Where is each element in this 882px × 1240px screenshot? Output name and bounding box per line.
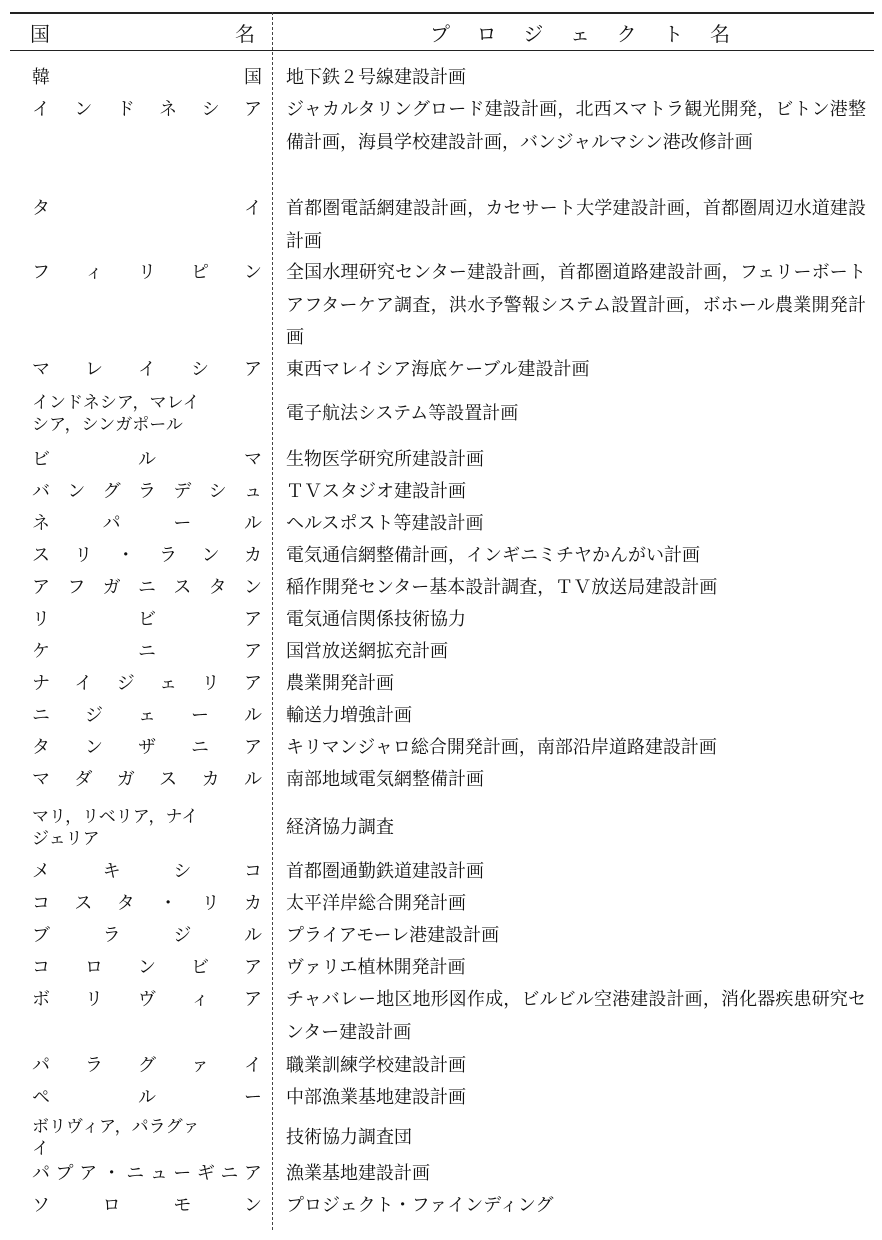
header-char: ク bbox=[616, 21, 637, 46]
country-cell bbox=[32, 476, 262, 508]
project-cell: 東西マレイシア海底ケーブル建設計画 bbox=[286, 359, 590, 380]
country-char: ナ bbox=[32, 673, 50, 694]
country-char: ル bbox=[244, 705, 262, 726]
country-char: ・ bbox=[116, 545, 135, 566]
country-char: ル bbox=[138, 449, 156, 470]
country-char: ン bbox=[243, 577, 262, 598]
header-char: ジ bbox=[523, 21, 544, 46]
project-cell: 地下鉄２号線建設計画 bbox=[286, 67, 466, 88]
project-cell: ヘルスポスト等建設計画 bbox=[286, 513, 484, 534]
country-char: グ bbox=[138, 1055, 156, 1076]
country-cell bbox=[32, 1050, 262, 1082]
project-cell: 漁業基地建設計画 bbox=[286, 1163, 430, 1184]
country-char: ア bbox=[79, 1163, 98, 1184]
project-cell: 輸送力増強計画 bbox=[286, 705, 412, 726]
country-char: ル bbox=[243, 769, 262, 790]
country-char: ブ bbox=[32, 925, 50, 946]
country-char: ニ bbox=[220, 1163, 239, 1184]
country-cell bbox=[32, 764, 262, 796]
country-char: ア bbox=[244, 641, 262, 662]
country-cell bbox=[32, 604, 262, 636]
country-cell bbox=[32, 1082, 262, 1114]
country-char: イ bbox=[138, 359, 156, 380]
country-char: 国 bbox=[244, 67, 262, 88]
country-char: シ bbox=[201, 99, 220, 120]
project-cell: 南部地域電気網整備計画 bbox=[286, 769, 484, 790]
project-cell: 太平洋岸総合開発計画 bbox=[286, 893, 466, 914]
country-char: プ bbox=[55, 1163, 74, 1184]
country-char: タ bbox=[32, 737, 50, 758]
country-cell bbox=[32, 984, 262, 1016]
country-char: ン bbox=[201, 545, 220, 566]
country-line: ボリヴィア，パラグァ bbox=[32, 1117, 200, 1137]
country-char: ア bbox=[244, 989, 262, 1010]
country-char: ル bbox=[243, 513, 262, 534]
country-char: リ bbox=[138, 262, 156, 283]
country-line: シア，シンガポール bbox=[32, 415, 183, 435]
country-char: ェ bbox=[159, 673, 178, 694]
project-cell: 首都圏通勤鉄道建設計画 bbox=[286, 861, 484, 882]
country-cell bbox=[32, 62, 262, 94]
header-char: 名 bbox=[235, 21, 255, 46]
country-char: マ bbox=[32, 769, 50, 790]
project-cell: 中部漁業基地建設計画 bbox=[286, 1087, 466, 1108]
country-char: リ bbox=[201, 673, 220, 694]
country-cell bbox=[32, 888, 262, 920]
country-char: ュ bbox=[149, 1163, 168, 1184]
project-cell: 技術協力調査団 bbox=[286, 1127, 412, 1148]
country-char: タ bbox=[116, 893, 135, 914]
country-char: ア bbox=[243, 99, 262, 120]
country-char: ケ bbox=[32, 641, 50, 662]
country-char: ィ bbox=[85, 262, 103, 283]
country-char: コ bbox=[243, 861, 262, 882]
country-char: イ bbox=[32, 99, 50, 120]
header-char: ト bbox=[663, 21, 684, 46]
country-char: リ bbox=[85, 989, 103, 1010]
country-char: ス bbox=[173, 577, 192, 598]
country-char: ン bbox=[138, 957, 156, 978]
country-char: ソ bbox=[32, 1195, 50, 1216]
country-char: ダ bbox=[74, 769, 93, 790]
country-char: ペ bbox=[32, 1087, 50, 1108]
country-char: ニ bbox=[126, 1163, 145, 1184]
project-cell: 首都圏電話網建設計画，カセサート大学建設計画，首都圏周辺水道建設計画 bbox=[286, 198, 866, 252]
country-char: メ bbox=[32, 861, 50, 882]
country-char: ガ bbox=[102, 577, 121, 598]
country-char: ア bbox=[244, 359, 262, 380]
header-rule bbox=[10, 50, 874, 51]
project-cell: プロジェクト・ファインディング bbox=[286, 1195, 554, 1216]
country-char: ー bbox=[173, 1163, 192, 1184]
country-char: ・ bbox=[159, 893, 178, 914]
country-cell bbox=[32, 700, 262, 732]
country-char: シ bbox=[173, 861, 192, 882]
project-cell: キリマンジャロ総合開発計画，南部沿岸道路建設計画 bbox=[286, 737, 717, 758]
project-cell: 電気通信網整備計画，インギニミチヤかんがい計画 bbox=[286, 545, 700, 566]
project-cell: プライアモーレ港建設計画 bbox=[286, 925, 500, 946]
country-char: ア bbox=[243, 1163, 262, 1184]
country-char: キ bbox=[102, 861, 121, 882]
country-char: タ bbox=[208, 577, 227, 598]
country-char: 韓 bbox=[32, 67, 50, 88]
country-char: パ bbox=[32, 1055, 50, 1076]
country-char: デ bbox=[173, 481, 192, 502]
country-char: カ bbox=[243, 893, 262, 914]
country-char: シ bbox=[191, 359, 209, 380]
country-char: ー bbox=[244, 1087, 262, 1108]
project-cell: 電子航法システム等設置計画 bbox=[286, 403, 519, 424]
country-char: ニ bbox=[138, 641, 156, 662]
country-char: コ bbox=[32, 893, 50, 914]
country-cell bbox=[32, 1116, 262, 1160]
header-char: ェ bbox=[569, 21, 590, 46]
country-cell bbox=[32, 636, 262, 668]
project-cell: 経済協力調査 bbox=[286, 817, 394, 838]
header-char: ロ bbox=[476, 21, 497, 46]
country-char: ザ bbox=[138, 737, 156, 758]
country-char: ヴ bbox=[138, 989, 156, 1010]
country-cell bbox=[32, 856, 262, 888]
project-cell: ジャカルタリングロード建設計画，北西スマトラ観光開発，ビトン港整備計画，海員学校建設計画，バンジャルマシン港改修計画 bbox=[286, 99, 866, 153]
country-cell bbox=[32, 444, 262, 476]
header-char: 名 bbox=[709, 21, 730, 46]
country-char: ビ bbox=[191, 957, 209, 978]
country-char: シ bbox=[208, 481, 227, 502]
project-cell: 国営放送網拡充計画 bbox=[286, 641, 448, 662]
project-cell: 全国水理研究センター建設計画，首都圏道路建設計画，フェリーボートアフターケア調査，洪水予警報システム設置計画，ボホール農業開発計画 bbox=[286, 262, 866, 349]
country-char: リ bbox=[32, 609, 50, 630]
country-char: ジ bbox=[116, 673, 135, 694]
country-char: カ bbox=[201, 769, 220, 790]
country-char: ラ bbox=[137, 481, 156, 502]
country-char: レ bbox=[85, 359, 103, 380]
country-char: ン bbox=[244, 262, 262, 283]
project-cell: チャバレー地区地形図作成，ビルビル空港建設計画，消化器疾患研究センター建設計画 bbox=[286, 989, 866, 1043]
country-cell bbox=[32, 193, 262, 225]
country-char: ネ bbox=[32, 513, 50, 534]
country-char: ス bbox=[74, 893, 93, 914]
project-cell: 農業開発計画 bbox=[286, 673, 394, 694]
country-char: ジ bbox=[85, 705, 103, 726]
country-char: ル bbox=[243, 925, 262, 946]
country-char: カ bbox=[243, 545, 262, 566]
country-line: マリ，リベリア，ナイ bbox=[32, 807, 199, 827]
project-cell: 電気通信関係技術協力 bbox=[286, 609, 466, 630]
header-char: 国 bbox=[30, 21, 50, 46]
country-cell bbox=[32, 572, 262, 604]
country-char: イ bbox=[74, 673, 93, 694]
header-char: プ bbox=[430, 21, 450, 46]
country-char: ビ bbox=[32, 449, 50, 470]
country-char: リ bbox=[201, 893, 220, 914]
country-cell bbox=[32, 1158, 262, 1190]
country-char: グ bbox=[102, 481, 121, 502]
country-char: モ bbox=[173, 1195, 192, 1216]
project-cell: 生物医学研究所建設計画 bbox=[286, 449, 484, 470]
country-cell bbox=[32, 732, 262, 764]
country-char: ネ bbox=[159, 99, 178, 120]
country-char: バ bbox=[32, 481, 50, 502]
country-char: イ bbox=[244, 198, 262, 219]
country-char: ロ bbox=[102, 1195, 121, 1216]
country-line: イ bbox=[32, 1139, 49, 1159]
country-char: ラ bbox=[102, 925, 121, 946]
country-char: コ bbox=[32, 957, 50, 978]
country-char: ・ bbox=[102, 1163, 121, 1184]
country-char: イ bbox=[244, 1055, 262, 1076]
country-char: ラ bbox=[159, 545, 178, 566]
country-char: ア bbox=[243, 673, 262, 694]
country-char: ラ bbox=[85, 1055, 103, 1076]
country-char: ン bbox=[67, 481, 86, 502]
country-cell bbox=[32, 508, 262, 540]
country-cell bbox=[32, 952, 262, 984]
country-char: ュ bbox=[243, 481, 262, 502]
country-char: ボ bbox=[32, 989, 50, 1010]
country-char: タ bbox=[32, 198, 50, 219]
country-char: ド bbox=[116, 99, 135, 120]
country-char: ビ bbox=[138, 609, 156, 630]
country-char: リ bbox=[74, 545, 93, 566]
country-cell bbox=[32, 94, 262, 126]
country-char: ア bbox=[244, 957, 262, 978]
country-char: ア bbox=[32, 577, 50, 598]
country-cell bbox=[32, 1190, 262, 1222]
country-char: ギ bbox=[196, 1163, 215, 1184]
country-char: ジ bbox=[173, 925, 192, 946]
country-char: ア bbox=[244, 737, 262, 758]
country-char: ン bbox=[85, 737, 103, 758]
country-char: ス bbox=[32, 545, 50, 566]
country-char: フ bbox=[67, 577, 86, 598]
country-column-header bbox=[30, 14, 255, 50]
country-char: ィ bbox=[191, 989, 209, 1010]
country-char: ニ bbox=[137, 577, 156, 598]
country-char: ー bbox=[191, 705, 209, 726]
country-cell bbox=[32, 257, 262, 289]
project-cell: 職業訓練学校建設計画 bbox=[286, 1055, 466, 1076]
country-cell bbox=[32, 392, 262, 436]
country-char: ー bbox=[173, 513, 192, 534]
country-char: フ bbox=[32, 262, 50, 283]
country-line: インドネシア，マレイ bbox=[32, 393, 200, 413]
country-cell bbox=[32, 540, 262, 572]
country-cell bbox=[32, 354, 262, 386]
project-column-header bbox=[430, 14, 730, 50]
country-cell bbox=[32, 668, 262, 700]
country-char: ロ bbox=[85, 957, 103, 978]
country-char: ン bbox=[74, 99, 93, 120]
country-cell bbox=[32, 806, 262, 850]
country-char: ニ bbox=[191, 737, 209, 758]
country-char: パ bbox=[32, 1163, 50, 1184]
country-char: ス bbox=[159, 769, 178, 790]
country-char: パ bbox=[102, 513, 121, 534]
country-char: マ bbox=[32, 359, 50, 380]
country-char: ァ bbox=[191, 1055, 209, 1076]
country-char: ピ bbox=[191, 262, 209, 283]
country-char: ニ bbox=[32, 705, 50, 726]
country-cell bbox=[32, 920, 262, 952]
project-cell: ヴァリエ植林開発計画 bbox=[286, 957, 466, 978]
project-cell: ＴＶスタジオ建設計画 bbox=[286, 481, 466, 502]
country-char: ア bbox=[244, 609, 262, 630]
country-char: マ bbox=[244, 449, 262, 470]
country-char: ル bbox=[138, 1087, 156, 1108]
column-divider bbox=[272, 12, 273, 1230]
country-char: ガ bbox=[116, 769, 135, 790]
country-char: ェ bbox=[138, 705, 156, 726]
country-char: ン bbox=[243, 1195, 262, 1216]
project-cell: 稲作開発センター基本設計調査，ＴＶ放送局建設計画 bbox=[286, 577, 718, 598]
country-line: ジェリア bbox=[32, 829, 100, 849]
